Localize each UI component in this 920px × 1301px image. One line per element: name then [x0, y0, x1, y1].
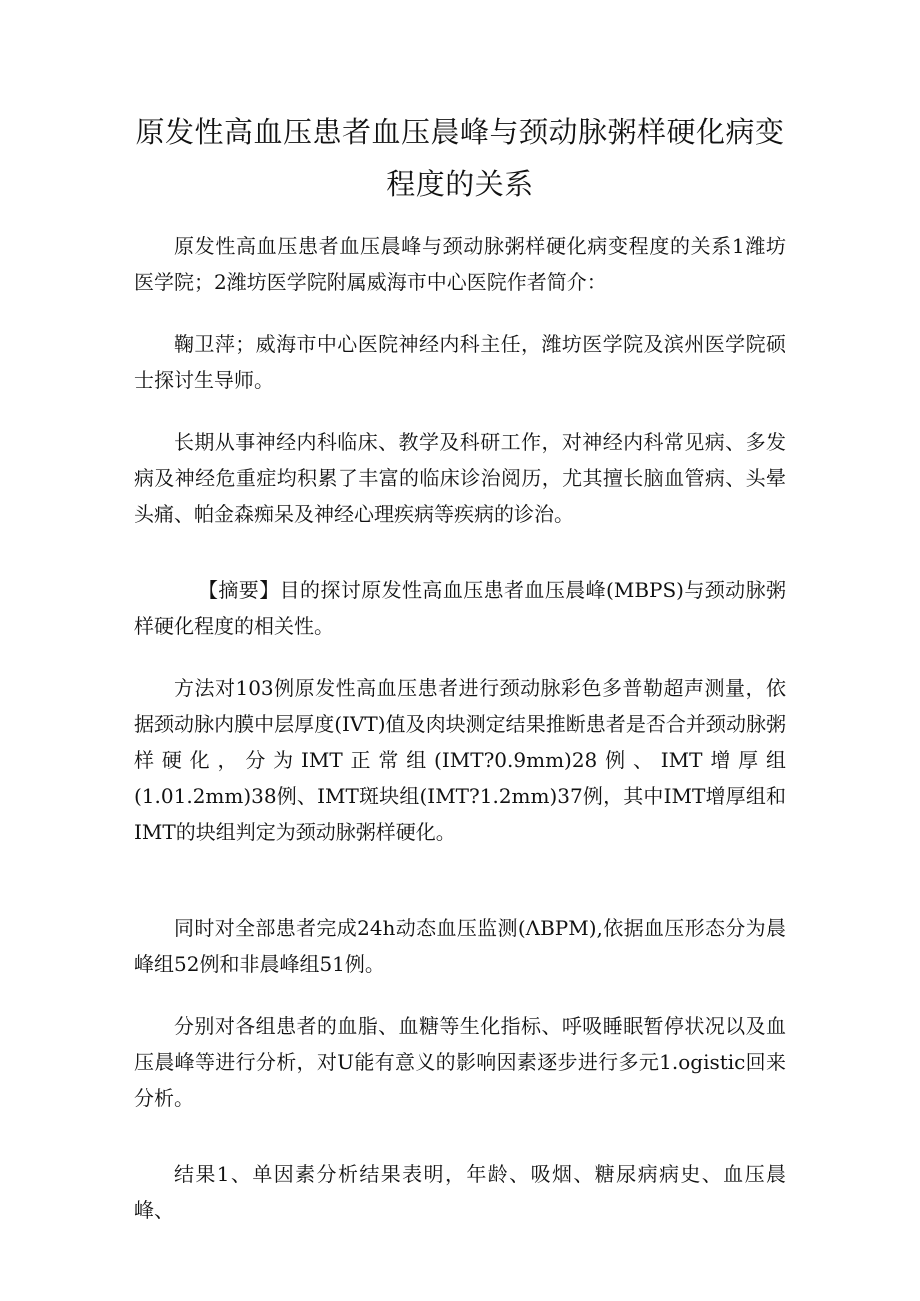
paragraph-author-intro: 鞠卫萍；威海市中心医院神经内科主任，潍坊医学院及滨州医学院硕士探讨生导师。 — [134, 332, 786, 392]
paragraph-author-experience: 长期从事神经内科临床、教学及科研工作，对神经内科常见病、多发病及神经危重症均积累了丰富的临床诊治阅历，尤其擅长脑血管病、头晕头痛、帕金森痴呆及神经心理疾病等疾病的诊治。 — [134, 430, 786, 526]
title-line-1: 原发性高血压患者血压晨峰与颈动脉粥样硬化病变 — [135, 115, 785, 149]
document-title — [130, 106, 790, 210]
paragraph-methods: 方法对103例原发性高血压患者进行颈动脉彩色多普勒超声测量，依据颈动脉内膜中层厚度(IVT)值及肉块测定结果推断患者是否合并颈动脉粥样硬化，分为IMT正常组(IMT?0.9mm)28例、IMT增厚组(1.01.2mm)38例、IMT斑块组(IMT?1.2mm)37例，其中IMT增厚组和IMT的块组判定为颈动脉粥样硬化。 — [134, 676, 786, 844]
paragraph-results: 结果1、单因素分析结果表明，年龄、吸烟、糖尿病病史、血压晨峰、 — [134, 1162, 786, 1222]
paragraph-abpm: 同时对全部患者完成24h动态血压监测(ΛBPM),依据血压形态分为晨峰组52例和非晨峰组51例。 — [134, 916, 786, 976]
paragraph-abstract-objective: 【摘要】目的探讨原发性高血压患者血压晨峰(MBPS)与颈动脉粥样硬化程度的相关性。 — [134, 578, 786, 638]
paragraph-affiliation: 原发性高血压患者血压晨峰与颈动脉粥样硬化病变程度的关系1潍坊医学院；2潍坊医学院附属威海市中心医院作者简介： — [134, 234, 786, 294]
title-line-2: 程度的关系 — [386, 167, 534, 201]
paragraph-analysis: 分别对各组患者的血脂、血糖等生化指标、呼吸睡眠暂停状况以及血压晨峰等进行分析，对U能有意义的影响因素逐步进行多元1.ogistic回来分析。 — [134, 1014, 786, 1110]
